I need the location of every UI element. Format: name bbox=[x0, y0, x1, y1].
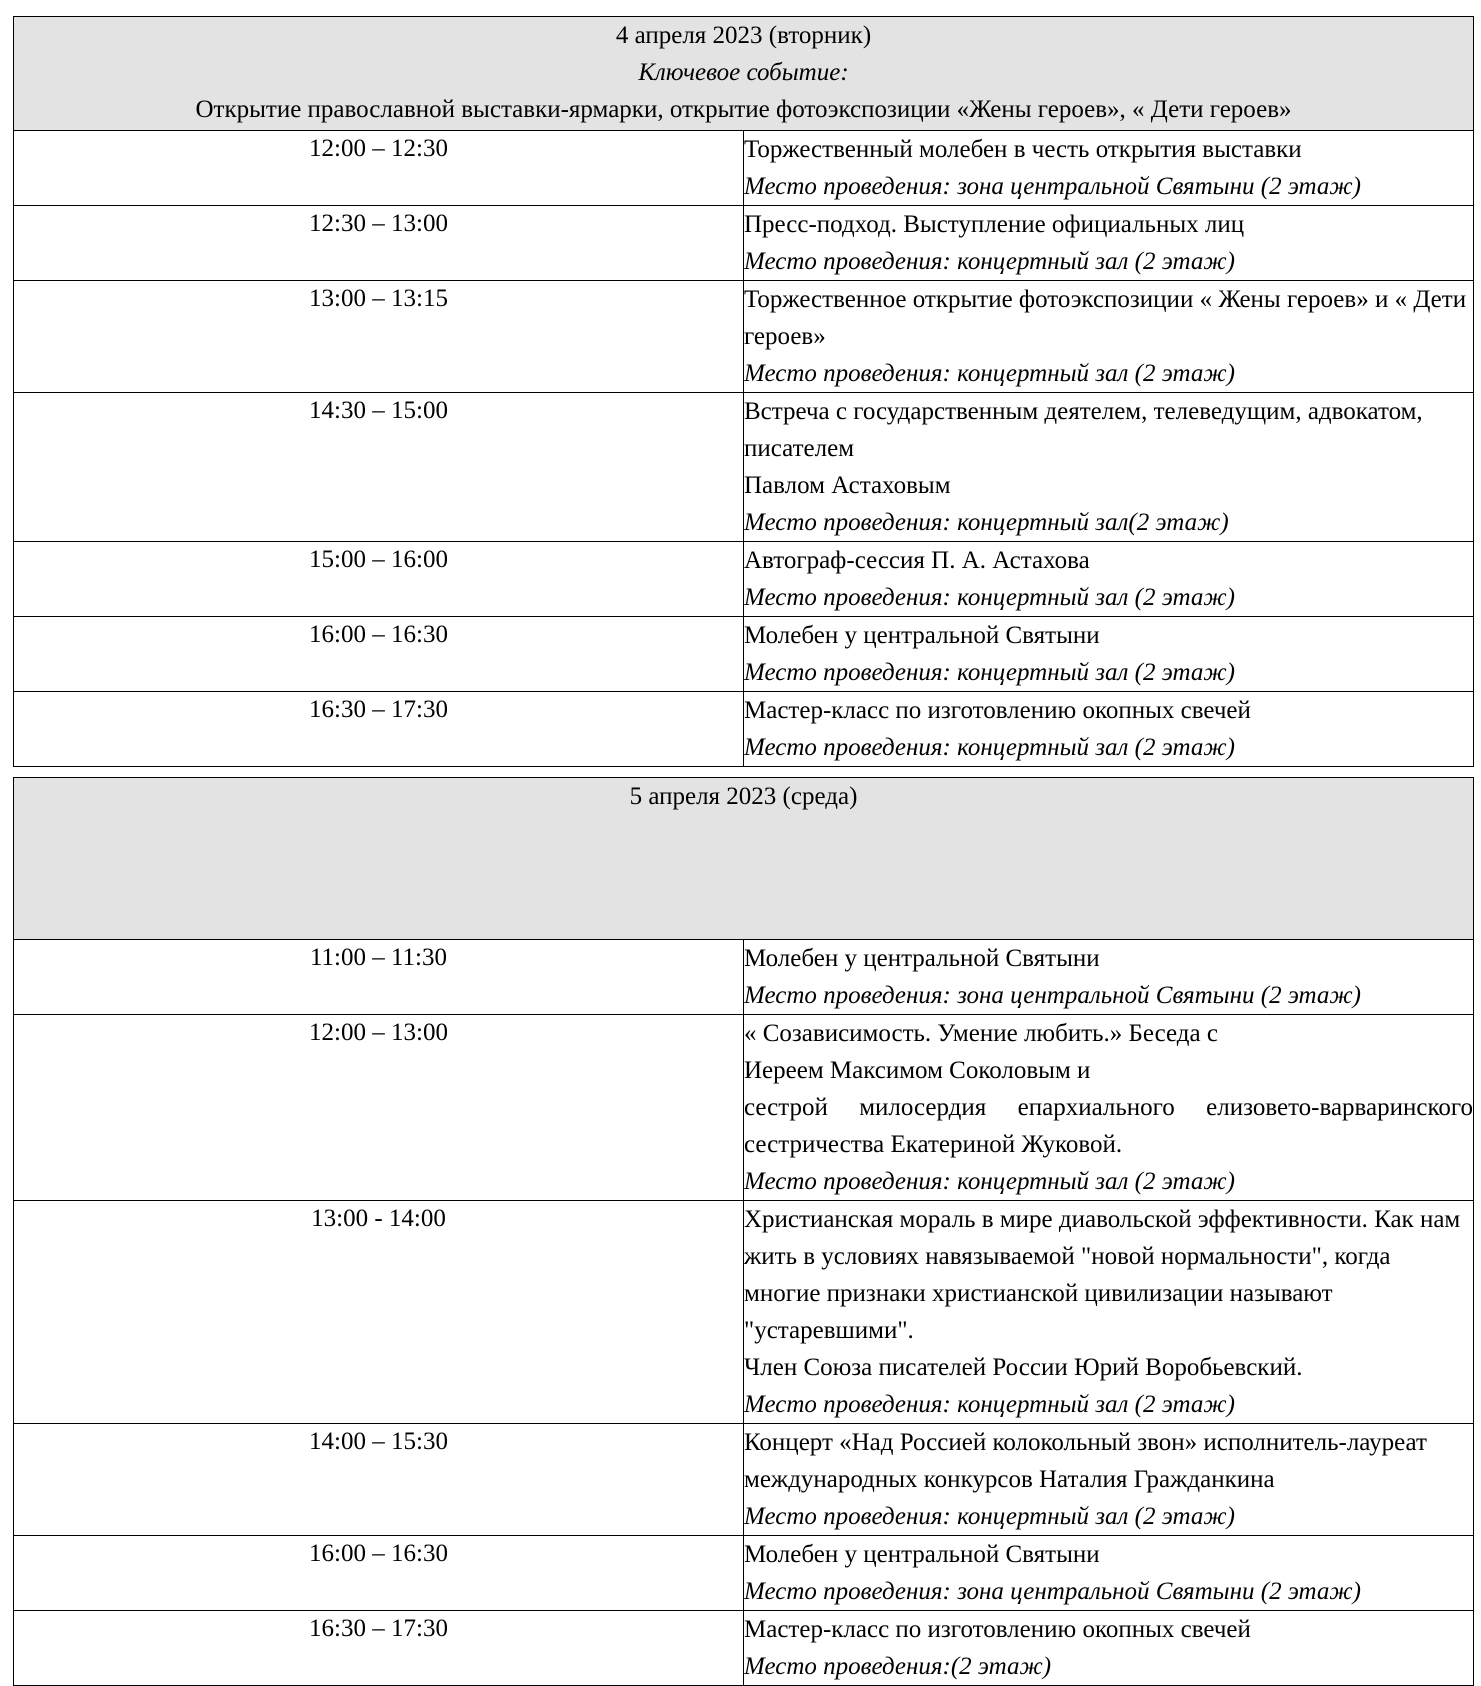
event-time: 16:30 – 17:30 bbox=[309, 696, 448, 723]
event-place: Место проведения: концертный зал (2 этаж) bbox=[744, 360, 1235, 387]
event-place: Место проведения: концертный зал (2 этаж) bbox=[744, 248, 1235, 275]
event-title: « Созависимость. Умение любить.» Беседа с bbox=[744, 1020, 1218, 1047]
table-row bbox=[14, 1201, 1474, 1424]
event-title: Мастер-класс по изготовлению окопных свечей bbox=[744, 1616, 1251, 1643]
event-title: Христианская мораль в мире диавольской эффективности. Как нам жить в условиях навязываемой "новой нормальности", когда многие признаки христианской цивилизации называют "устаревшими". bbox=[744, 1206, 1461, 1344]
event-place: Место проведения: зона центральной Святыни (2 этаж) bbox=[744, 173, 1361, 200]
schedule-day-2 bbox=[13, 777, 1474, 1686]
event-title: Автограф-сессия П. А. Астахова bbox=[744, 547, 1090, 574]
event-place: Место проведения: концертный зал (2 этаж) bbox=[744, 659, 1235, 686]
event-title-line: Иереем Максимом Соколовым и bbox=[744, 1057, 1091, 1084]
event-title: Торжественный молебен в честь открытия выставки bbox=[744, 136, 1302, 163]
table-row bbox=[14, 1536, 1474, 1611]
table-row bbox=[14, 131, 1474, 206]
event-title: Молебен у центральной Святыни bbox=[744, 622, 1100, 649]
event-place: Место проведения: концертный зал(2 этаж) bbox=[744, 509, 1229, 536]
table-row bbox=[14, 940, 1474, 1015]
schedule-day-1 bbox=[13, 16, 1474, 767]
event-time: 12:00 – 13:00 bbox=[309, 1019, 448, 1046]
event-place: Место проведения: концертный зал (2 этаж) bbox=[744, 1168, 1235, 1195]
event-title: Встреча с государственным деятелем, телеведущим, адвокатом, писателем bbox=[744, 398, 1423, 462]
event-place: Место проведения: концертный зал (2 этаж) bbox=[744, 584, 1235, 611]
event-title: Пресс-подход. Выступление официальных лиц bbox=[744, 211, 1245, 238]
event-title-line: Член Союза писателей России Юрий Воробьевский. bbox=[744, 1354, 1303, 1381]
event-title: Молебен у центральной Святыни bbox=[744, 945, 1100, 972]
event-time: 12:30 – 13:00 bbox=[309, 210, 448, 237]
day-date: 4 апреля 2023 (вторник) bbox=[615, 22, 872, 49]
event-title-line: сестрой милосердия епархиального елизовето-варваринского сестричества Екатериной Жуковой. bbox=[744, 1094, 1473, 1158]
key-event-label: Ключевое событие: bbox=[638, 59, 849, 86]
day-header bbox=[14, 778, 1474, 940]
table-row bbox=[14, 281, 1474, 393]
table-row bbox=[14, 1015, 1474, 1201]
event-title: Молебен у центральной Святыни bbox=[744, 1541, 1100, 1568]
event-time: 14:30 – 15:00 bbox=[309, 397, 448, 424]
day-date: 5 апреля 2023 (среда) bbox=[629, 783, 858, 810]
table-row bbox=[14, 1424, 1474, 1536]
event-place: Место проведения: концертный зал (2 этаж) bbox=[744, 734, 1235, 761]
day-header bbox=[14, 17, 1474, 131]
event-place: Место проведения:(2 этаж) bbox=[744, 1653, 1052, 1680]
event-time: 16:00 – 16:30 bbox=[309, 1540, 448, 1567]
event-time: 15:00 – 16:00 bbox=[309, 546, 448, 573]
event-title-line: Павлом Астаховым bbox=[744, 472, 951, 499]
event-time: 11:00 – 11:30 bbox=[309, 944, 448, 971]
event-title: Концерт «Над Россией колокольный звон» исполнитель-лауреат международных конкурсов Наталия Гражданкина bbox=[744, 1429, 1427, 1493]
table-row bbox=[14, 692, 1474, 767]
event-time: 13:00 - 14:00 bbox=[311, 1205, 446, 1232]
event-time: 14:00 – 15:30 bbox=[309, 1428, 448, 1455]
event-title: Мастер-класс по изготовлению окопных свечей bbox=[744, 697, 1251, 724]
event-time: 16:00 – 16:30 bbox=[309, 621, 448, 648]
event-place: Место проведения: концертный зал (2 этаж) bbox=[744, 1391, 1235, 1418]
table-row bbox=[14, 393, 1474, 542]
key-event: Открытие православной выставки-ярмарки, открытие фотоэкспозиции «Жены героев», « Дети героев» bbox=[195, 96, 1292, 123]
event-place: Место проведения: зона центральной Святыни (2 этаж) bbox=[744, 982, 1361, 1009]
event-time: 12:00 – 12:30 bbox=[309, 135, 448, 162]
table-row bbox=[14, 542, 1474, 617]
event-time: 16:30 – 17:30 bbox=[309, 1615, 448, 1642]
event-place: Место проведения: зона центральной Святыни (2 этаж) bbox=[744, 1578, 1361, 1605]
table-row bbox=[14, 617, 1474, 692]
table-row bbox=[14, 1611, 1474, 1686]
table-row bbox=[14, 206, 1474, 281]
event-place: Место проведения: концертный зал (2 этаж) bbox=[744, 1503, 1235, 1530]
event-title: Торжественное открытие фотоэкспозиции « Жены героев» и « Дети героев» bbox=[744, 286, 1467, 350]
event-time: 13:00 – 13:15 bbox=[309, 285, 448, 312]
